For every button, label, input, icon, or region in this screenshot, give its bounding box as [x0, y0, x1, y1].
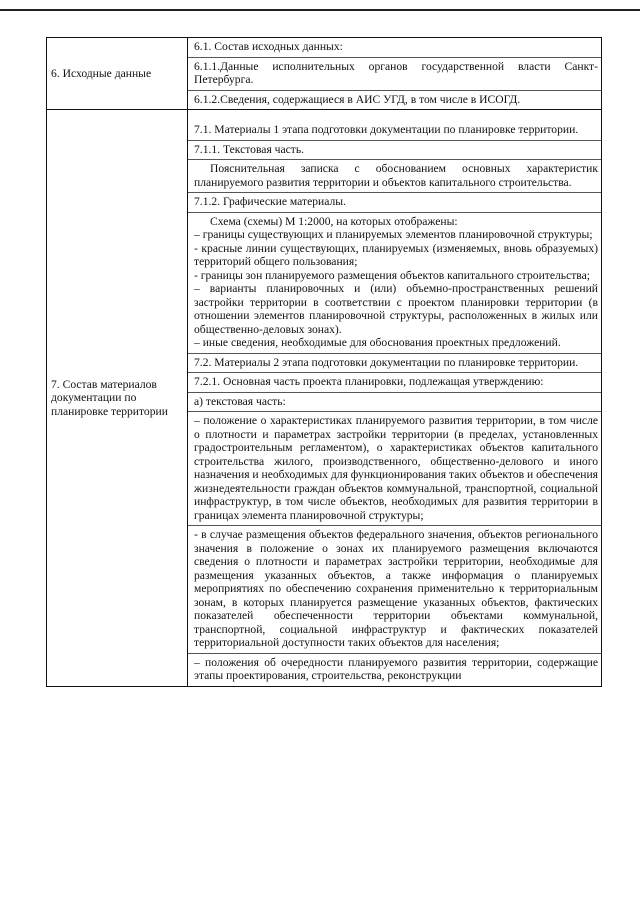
item-text: 7.1.2. Графические материалы.	[194, 195, 346, 208]
list-item	[188, 110, 601, 140]
row-label-initial-data: 6. Исходные данные	[47, 38, 188, 110]
item-text: – положение о характеристиках планируемого развития территории, в том числе о плотности и параметрах застройки территории (в пределах, установленных градостроительным регламентом), о характеристиках объектов капитального строительства жилого, производственного, общественно-делового и иного назначения и необходимых для функционирования таких объектов и обеспечения жизнедеятельности граждан объектов коммунальной, транспортной, социальной инфраструктур, в том числе объектов, необходимых для развития территории в границах элемента планировочной структуры;	[194, 414, 598, 522]
item-text: 6.1.2.Сведения, содержащиеся в АИС УГД, в том числе в ИСОГД.	[194, 92, 521, 106]
requirements-table	[46, 37, 602, 687]
list-item	[188, 38, 601, 57]
table-row-initial-data	[47, 38, 602, 110]
item-text: – положения об очередности планируемого развития территории, содержащие этапы проектирования, строительства, реконструкции	[194, 655, 598, 682]
item-text: Пояснительная записка с обоснованием основных характеристик планируемого развития территории и объектов капитального строительства.	[194, 162, 598, 189]
item-text: 7.2.1. Основная часть проекта планировки, подлежащая утверждению:	[194, 375, 544, 388]
item-text: 6.1.1.Данные исполнительных органов государственной власти Санкт-Петербурга.	[194, 59, 598, 86]
list-item	[188, 140, 601, 160]
item-text: 7.2. Материалы 2 этапа подготовки документации по планировке территории.	[194, 355, 579, 369]
table-row-materials-composition	[47, 110, 602, 687]
item-text: 7.1. Материалы 1 этапа подготовки документации по планировке территории.	[194, 123, 579, 136]
item-text: - красные линии существующих, планируемых (изменяемых, вновь образуемых) территорий общего пользования;	[194, 241, 598, 268]
item-text: - в случае размещения объектов федерального значения, объектов регионального значения в положение о зонах их планируемого размещения включаются сведения о плотности и параметрах застройки территории, необходимые для размещения указанных объектов, а также информация о планируемых мероприятиях по обеспечению сохранения применительно к территориальным зонам, в которых планируется размещение указанных объектов, фактических показателей обеспеченности территории объектами коммунальной, транспортной, социальной инфраструктур и фактических показателей территориальной доступности таких объектов для населения;	[194, 528, 598, 649]
item-text: Схема (схемы) М 1:2000, на которых отображены:	[210, 214, 458, 228]
item-text: – иные сведения, необходимые для обоснования проектных предложений.	[194, 336, 561, 349]
list-item	[188, 525, 601, 653]
list-item	[188, 392, 601, 412]
row-label-materials-composition: 7. Состав материалов документации по планировке территории	[47, 110, 188, 687]
item-text: а) текстовая часть:	[194, 394, 286, 408]
item-text: 7.1.1. Текстовая часть.	[194, 142, 305, 156]
row-content-initial-data	[188, 38, 602, 110]
list-item	[188, 192, 601, 212]
list-item	[188, 353, 601, 373]
list-item	[188, 90, 601, 110]
page-top-rule	[0, 9, 640, 11]
item-text: – границы существующих и планируемых элементов планировочной структуры;	[194, 228, 593, 241]
list-item	[188, 57, 601, 90]
item-text: 6.1. Состав исходных данных:	[194, 40, 343, 53]
list-item	[188, 372, 601, 392]
list-item	[188, 411, 601, 525]
list-item	[188, 212, 601, 353]
item-text: - границы зон планируемого размещения объектов капитального строительства;	[194, 268, 590, 282]
row-content-materials-composition	[188, 110, 602, 687]
list-item	[188, 159, 601, 192]
list-item	[188, 653, 601, 686]
item-text: – варианты планировочных и (или) объемно-пространственных решений застройки территории в соответствии с проектом планировки территории (в отношении элементов планировочной структуры, расположенных в жилых или общественно-деловых зонах).	[194, 282, 598, 336]
